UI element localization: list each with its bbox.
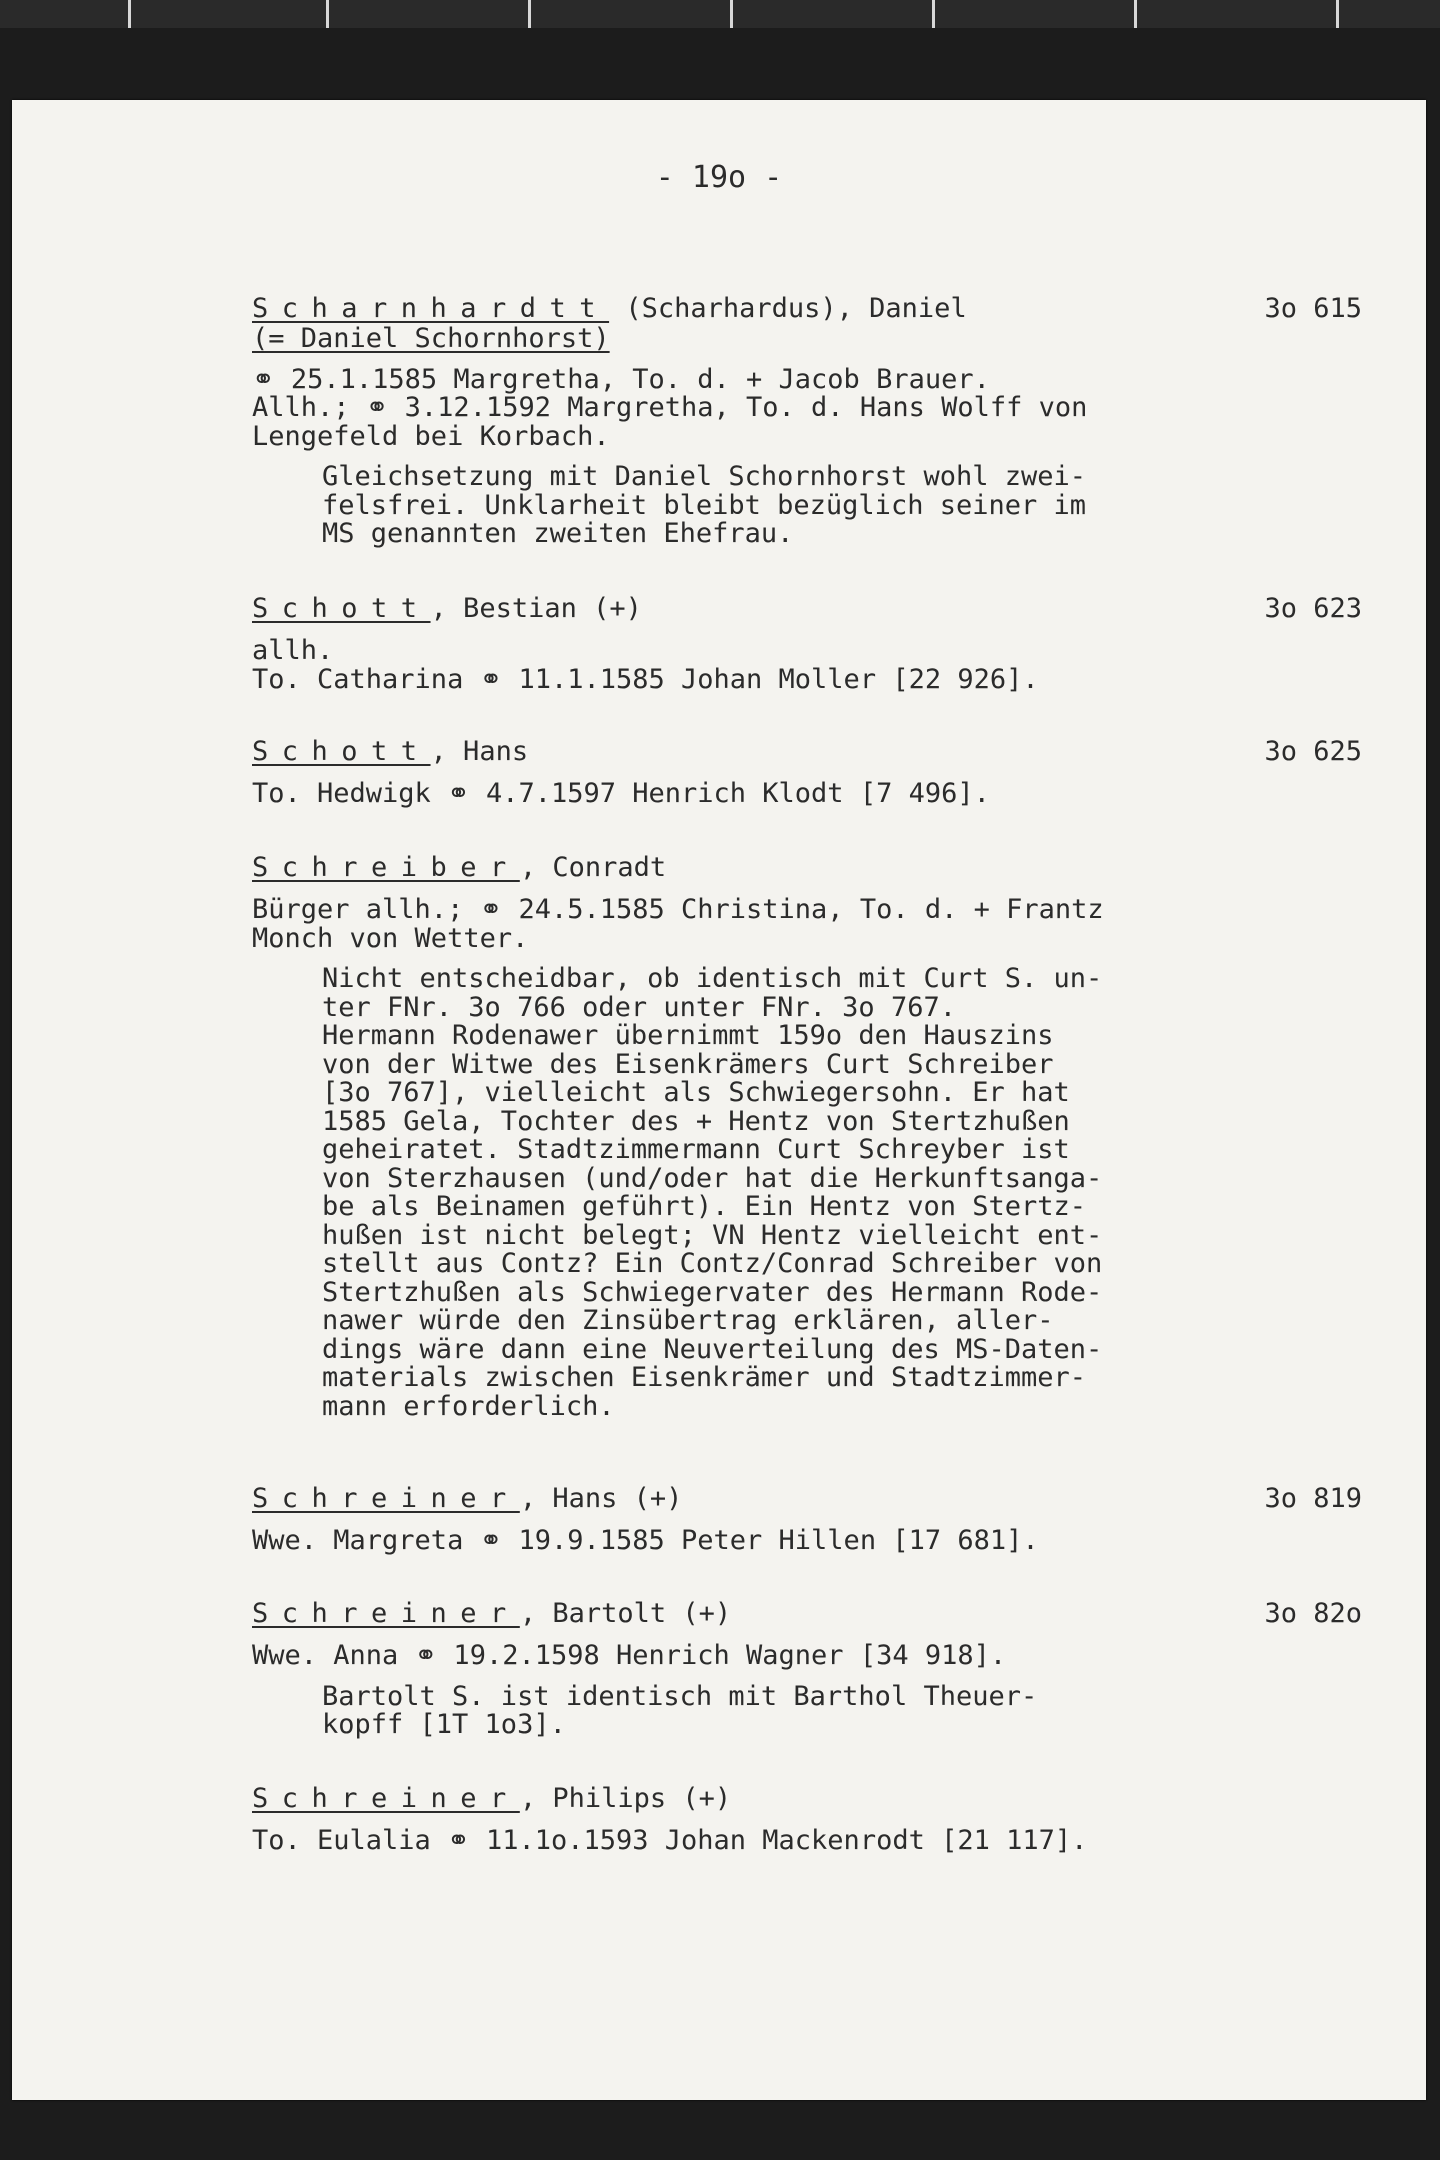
entry-heading	[252, 738, 1362, 768]
surname: Schreiber	[252, 852, 520, 883]
note-line: mann erforderlich.	[322, 1390, 615, 1422]
entry-line: ⚭ 25.1.1585 Margretha, To. d. + Jacob Brauer.	[252, 363, 990, 395]
film-tick	[528, 0, 531, 28]
entry-line: allh.	[252, 635, 334, 666]
entry-ref: 3o 615	[1264, 293, 1362, 324]
note-line: kopff [1T 1o3].	[322, 1709, 566, 1740]
given-name: , Hans	[430, 736, 529, 767]
entry-schreiner-bartolt	[252, 1600, 1362, 1740]
given-name: , Bartolt (+)	[519, 1598, 732, 1629]
film-tick	[1134, 0, 1137, 28]
entry-heading	[252, 595, 1362, 625]
note-line: Hermann Rodenawer übernimmt 159o den Hauszins	[322, 1020, 1054, 1051]
note-line: von Sterzhausen (und/oder hat die Herkunftsanga-	[322, 1162, 1103, 1194]
entry-line: To. Catharina ⚭ 11.1.1585 Johan Moller [22 926].	[252, 663, 1039, 695]
film-tick	[326, 0, 329, 28]
note-line: stellt aus Contz? Ein Contz/Conrad Schreiber von	[322, 1248, 1103, 1279]
note-line: ter FNr. 3o 766 oder unter FNr. 3o 767.	[322, 991, 956, 1023]
entry-line: Monch von Wetter.	[252, 922, 529, 954]
entry-schreiner-hans	[252, 1485, 1362, 1556]
entry-line: Wwe. Margreta ⚭ 19.9.1585 Peter Hillen [17 681].	[252, 1525, 1039, 1556]
entry-schott-bestian	[252, 595, 1362, 694]
film-tick	[932, 0, 935, 28]
note-line: geheiratet. Stadtzimmermann Curt Schreyber ist	[322, 1134, 1070, 1165]
page-number: - 19o -	[655, 160, 783, 195]
entry-ref: 3o 82o	[1264, 1598, 1362, 1629]
surname: Schreiner	[252, 1783, 520, 1814]
entry-line: Bürger allh.; ⚭ 24.5.1585 Christina, To. d. + Frantz	[252, 894, 1104, 925]
alias-line: (= Daniel Schornhorst)	[252, 323, 610, 354]
entry-line: Lengefeld bei Korbach.	[252, 420, 610, 452]
given-name: (Scharhardus), Daniel	[609, 293, 967, 324]
surname: Schott	[252, 593, 431, 624]
film-tick	[730, 0, 733, 28]
entry-heading	[252, 295, 1362, 325]
note-line: Stertzhußen als Schwiegervater des Hermann Rode-	[322, 1276, 1103, 1308]
entry-ref: 3o 625	[1264, 736, 1362, 767]
film-tick	[1336, 0, 1339, 28]
note-line: Nicht entscheidbar, ob identisch mit Curt S. un-	[322, 963, 1103, 994]
film-tick	[128, 0, 131, 28]
given-name: , Bestian (+)	[430, 593, 642, 624]
note-line: Bartolt S. ist identisch mit Barthol Theuer-	[322, 1680, 1038, 1712]
note-line: Gleichsetzung mit Daniel Schornhorst wohl zwei-	[322, 461, 1087, 492]
note-line: felsfrei. Unklarheit bleibt bezüglich seiner im	[322, 489, 1087, 521]
entry-ref: 3o 819	[1264, 1483, 1362, 1514]
note-line: 1585 Gela, Tochter des + Hentz von Stertzhußen	[322, 1105, 1070, 1137]
surname: Schreiner	[252, 1598, 520, 1629]
entry-line: Allh.; ⚭ 3.12.1592 Margretha, To. d. Hans Wolff von	[252, 392, 1088, 423]
entry-schott-hans	[252, 738, 1362, 809]
entry-ref: 3o 623	[1264, 593, 1362, 624]
note-line: dings wäre dann eine Neuverteilung des MS-Daten-	[322, 1333, 1103, 1365]
note-line: MS genannten zweiten Ehefrau.	[322, 518, 794, 549]
note-line: hußen ist nicht belegt; VN Hentz vielleicht ent-	[322, 1219, 1103, 1251]
given-name: , Conradt	[519, 852, 667, 883]
surname: Schreiner	[252, 1483, 520, 1514]
entry-line: To. Hedwigk ⚭ 4.7.1597 Henrich Klodt [7 496].	[252, 778, 990, 809]
surname: Schott	[252, 736, 431, 767]
note-line: von der Witwe des Eisenkrämers Curt Schreiber	[322, 1048, 1054, 1080]
note-line: materials zwischen Eisenkrämer und Stadtzimmer-	[322, 1362, 1087, 1393]
note-line: be als Beinamen geführt). Ein Hentz von Stertz-	[322, 1191, 1087, 1222]
given-name: , Hans (+)	[519, 1483, 683, 1514]
entry-heading	[252, 1485, 1362, 1515]
surname: Scharnhardtt	[252, 293, 610, 324]
entry-schreiber-conradt	[252, 854, 1362, 1421]
document-page	[12, 100, 1426, 2100]
entry-line: To. Eulalia ⚭ 11.1o.1593 Johan Mackenrodt [21 117].	[252, 1825, 1088, 1856]
given-name: , Philips (+)	[519, 1783, 732, 1814]
note-line: [3o 767], vielleicht als Schwiegersohn. Er hat	[322, 1077, 1070, 1108]
entry-scharnhardtt	[252, 295, 1362, 549]
entry-schreiner-philips	[252, 1785, 1362, 1856]
entry-heading	[252, 1600, 1362, 1630]
entry-line: Wwe. Anna ⚭ 19.2.1598 Henrich Wagner [34 918].	[252, 1640, 1007, 1671]
note-line: nawer würde den Zinsübertrag erklären, aller-	[322, 1305, 1054, 1336]
entry-heading	[252, 854, 1362, 884]
film-strip-header	[0, 0, 1440, 28]
entry-heading	[252, 1785, 1362, 1815]
